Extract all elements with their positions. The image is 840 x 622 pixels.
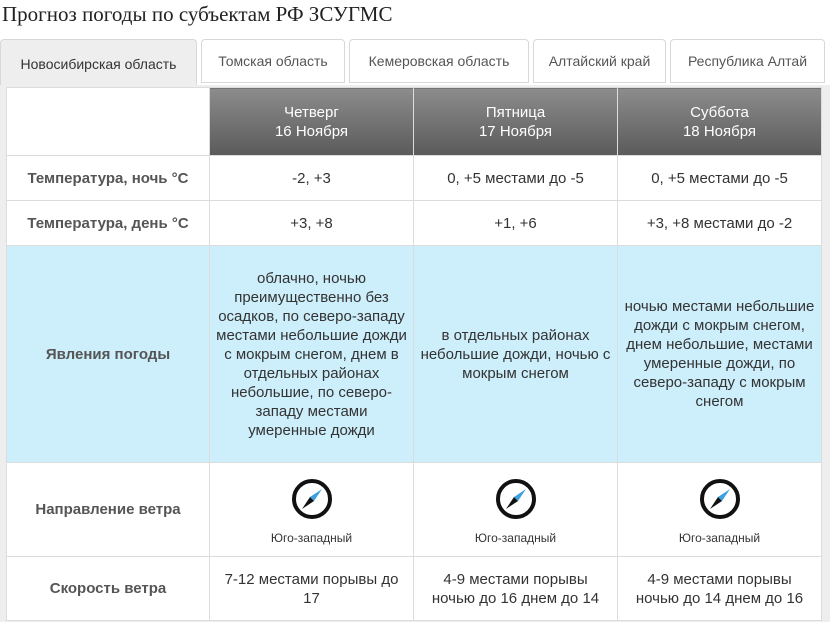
row-label: Скорость ветра xyxy=(7,557,210,621)
day-header xyxy=(414,88,618,156)
table-row-phenomena xyxy=(7,246,822,463)
tab-altai-krai[interactable]: Алтайский край xyxy=(533,39,666,83)
wind-direction-text: Юго-западный xyxy=(270,531,353,545)
row-label: Температура, ночь °C xyxy=(7,156,210,201)
table-cell: 4-9 местами порывы ночью до 16 днем до 14 xyxy=(414,557,618,621)
day-weekday: Суббота xyxy=(690,103,749,121)
wind-direction-text: Юго-западный xyxy=(678,531,761,545)
table-cell: +3, +8 местами до -2 xyxy=(618,201,822,246)
day-date: 18 Ноября xyxy=(682,122,757,140)
table-row-wind-speed xyxy=(7,557,822,621)
table-cell: +3, +8 xyxy=(210,201,414,246)
table-cell: в отдельных районах небольшие дожди, ночью с мокрым снегом xyxy=(414,246,618,463)
row-label: Явления погоды xyxy=(7,246,210,463)
row-label: Температура, день °C xyxy=(7,201,210,246)
day-date: 17 Ноября xyxy=(478,122,553,140)
table-cell: -2, +3 xyxy=(210,156,414,201)
table-cell xyxy=(618,463,822,557)
table-row-night-temp xyxy=(7,156,822,201)
tab-altai-republic[interactable]: Республика Алтай xyxy=(670,39,825,83)
table-cell: 4-9 местами порывы ночью до 14 днем до 16 xyxy=(618,557,822,621)
day-header xyxy=(618,88,822,156)
table-cell: облачно, ночью преимущественно без осадков, по северо-западу местами небольшие дожди с мокрым снегом, днем в отдельных районах небольшие, по северо-западу местами умеренные дожди xyxy=(210,246,414,463)
table-cell: 0, +5 местами до -5 xyxy=(618,156,822,201)
region-tabs xyxy=(0,39,830,85)
compass-icon xyxy=(698,477,742,521)
row-label: Направление ветра xyxy=(7,463,210,557)
table-cell: 7-12 местами порывы до 17 xyxy=(210,557,414,621)
table-cell xyxy=(414,463,618,557)
compass-icon xyxy=(290,477,334,521)
day-header xyxy=(210,88,414,156)
page-title: Прогноз погоды по субъектам РФ ЗСУГМС xyxy=(2,2,393,26)
table-cell: +1, +6 xyxy=(414,201,618,246)
tab-kemerovo[interactable]: Кемеровская область xyxy=(349,39,529,83)
table-cell xyxy=(210,463,414,557)
day-date: 16 Ноября xyxy=(274,122,349,140)
table-cell: ночью местами небольшие дожди с мокрым снегом, днем небольшие, местами умеренные дожди, по северо-западу с мокрым снегом xyxy=(618,246,822,463)
tab-tomsk[interactable]: Томская область xyxy=(201,39,345,83)
table-row-wind-direction xyxy=(7,463,822,557)
header-row xyxy=(7,88,822,156)
tab-novosibirsk[interactable]: Новосибирская область xyxy=(0,39,197,87)
compass-icon xyxy=(494,477,538,521)
forecast-table xyxy=(6,87,822,621)
forecast-panel xyxy=(0,85,830,622)
table-row-day-temp xyxy=(7,201,822,246)
wind-direction-text: Юго-западный xyxy=(474,531,557,545)
table-cell: 0, +5 местами до -5 xyxy=(414,156,618,201)
header-corner xyxy=(7,88,210,156)
day-weekday: Пятница xyxy=(485,103,546,121)
day-weekday: Четверг xyxy=(284,103,339,121)
